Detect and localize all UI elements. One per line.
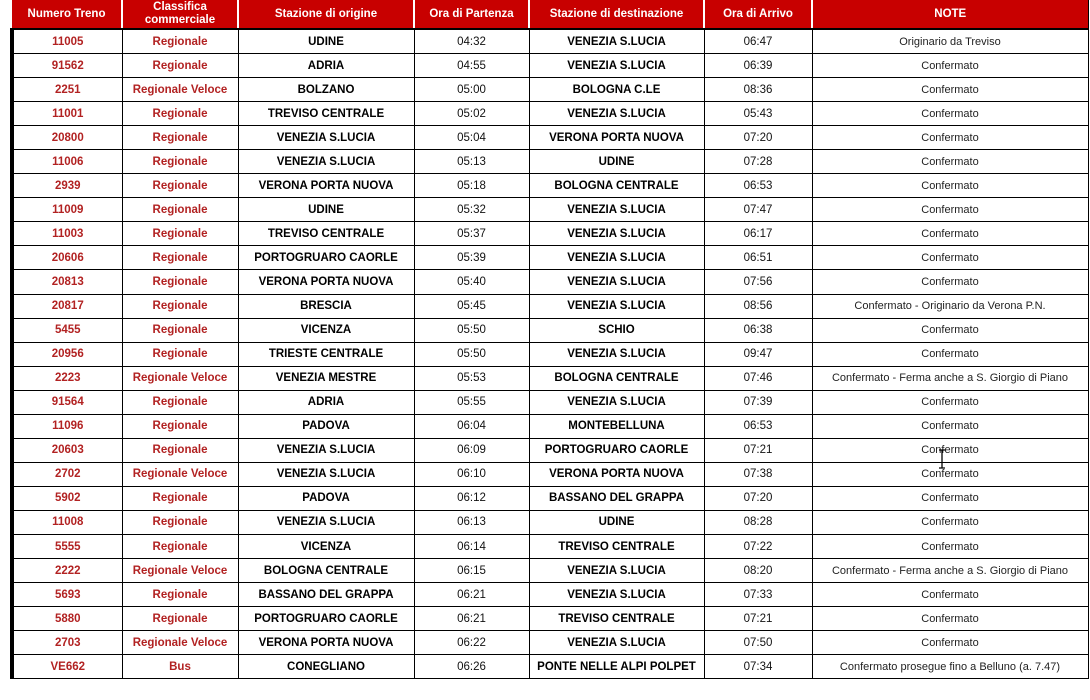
table-row [12,126,1088,150]
departure-time-cell: 06:15 [414,559,529,583]
origin-station-cell: BASSANO DEL GRAPPA [238,583,414,607]
origin-station-cell: ADRIA [238,390,414,414]
arrival-time-cell: 07:20 [704,126,812,150]
note-cell: Confermato [812,438,1088,462]
train-number-cell: 11003 [12,222,122,246]
note-cell: Confermato [812,270,1088,294]
origin-station-cell: PADOVA [238,486,414,510]
destination-station-cell: VENEZIA S.LUCIA [529,198,704,222]
origin-station-cell: VERONA PORTA NUOVA [238,270,414,294]
destination-station-cell: VENEZIA S.LUCIA [529,390,704,414]
departure-time-cell: 05:39 [414,246,529,270]
origin-station-cell: PADOVA [238,414,414,438]
destination-station-cell: VENEZIA S.LUCIA [529,29,704,54]
note-cell: Confermato [812,462,1088,486]
note-cell: Confermato [812,150,1088,174]
departure-time-cell: 06:21 [414,583,529,607]
category-cell: Regionale [122,270,238,294]
table-row [12,510,1088,534]
arrival-time-cell: 05:43 [704,102,812,126]
train-rows [12,29,1088,679]
arrival-time-cell: 07:50 [704,631,812,655]
departure-time-cell: 06:22 [414,631,529,655]
table-row [12,462,1088,486]
category-cell: Regionale [122,390,238,414]
category-cell: Regionale [122,342,238,366]
train-number-cell: 20956 [12,342,122,366]
table-row [12,174,1088,198]
departure-time-cell: 05:02 [414,102,529,126]
origin-station-cell: VENEZIA S.LUCIA [238,462,414,486]
train-number-cell: 11006 [12,150,122,174]
arrival-time-cell: 07:39 [704,390,812,414]
destination-station-cell: VERONA PORTA NUOVA [529,126,704,150]
departure-time-cell: 06:26 [414,655,529,679]
note-cell: Confermato - Originario da Verona P.N. [812,294,1088,318]
train-number-cell: 2702 [12,462,122,486]
destination-station-cell: BASSANO DEL GRAPPA [529,486,704,510]
header-origine: Stazione di origine [238,0,414,29]
origin-station-cell: TRIESTE CENTRALE [238,342,414,366]
destination-station-cell: PONTE NELLE ALPI POLPET [529,655,704,679]
departure-time-cell: 05:53 [414,366,529,390]
origin-station-cell: BRESCIA [238,294,414,318]
header-destinazione: Stazione di destinazione [529,0,704,29]
arrival-time-cell: 08:56 [704,294,812,318]
train-number-cell: 5880 [12,607,122,631]
origin-station-cell: PORTOGRUARO CAORLE [238,607,414,631]
category-cell: Regionale Veloce [122,78,238,102]
arrival-time-cell: 06:51 [704,246,812,270]
table-row [12,78,1088,102]
departure-time-cell: 04:55 [414,54,529,78]
departure-time-cell: 06:13 [414,510,529,534]
note-cell: Confermato [812,534,1088,558]
arrival-time-cell: 06:17 [704,222,812,246]
note-cell: Confermato [812,126,1088,150]
header-classifica: Classifica commerciale [122,0,238,29]
note-cell: Confermato [812,631,1088,655]
table-row [12,102,1088,126]
departure-time-cell: 05:37 [414,222,529,246]
train-number-cell: 2251 [12,78,122,102]
train-number-cell: 5693 [12,583,122,607]
note-cell: Confermato [812,390,1088,414]
destination-station-cell: VENEZIA S.LUCIA [529,102,704,126]
category-cell: Regionale [122,607,238,631]
note-cell: Confermato prosegue fino a Belluno (a. 7.47) [812,655,1088,679]
category-cell: Regionale [122,54,238,78]
departure-time-cell: 06:21 [414,607,529,631]
train-timetable-table [10,0,1089,679]
arrival-time-cell: 06:47 [704,29,812,54]
arrival-time-cell: 08:20 [704,559,812,583]
table-row [12,534,1088,558]
table-row [12,222,1088,246]
table-row [12,29,1088,54]
note-cell: Confermato [812,198,1088,222]
departure-time-cell: 06:09 [414,438,529,462]
destination-station-cell: VENEZIA S.LUCIA [529,583,704,607]
category-cell: Regionale [122,583,238,607]
table-row [12,631,1088,655]
departure-time-cell: 05:45 [414,294,529,318]
table-row [12,54,1088,78]
category-cell: Regionale [122,126,238,150]
note-cell: Confermato [812,102,1088,126]
note-cell: Confermato [812,318,1088,342]
origin-station-cell: VICENZA [238,318,414,342]
category-cell: Regionale [122,318,238,342]
origin-station-cell: CONEGLIANO [238,655,414,679]
origin-station-cell: ADRIA [238,54,414,78]
train-number-cell: 2222 [12,559,122,583]
header-note: NOTE [812,0,1088,29]
train-number-cell: 20817 [12,294,122,318]
table-row [12,438,1088,462]
destination-station-cell: UDINE [529,510,704,534]
table-row [12,366,1088,390]
arrival-time-cell: 07:20 [704,486,812,510]
departure-time-cell: 05:00 [414,78,529,102]
destination-station-cell: VENEZIA S.LUCIA [529,270,704,294]
train-number-cell: 11001 [12,102,122,126]
arrival-time-cell: 07:22 [704,534,812,558]
category-cell: Regionale [122,294,238,318]
origin-station-cell: UDINE [238,198,414,222]
departure-time-cell: 06:12 [414,486,529,510]
category-cell: Regionale Veloce [122,462,238,486]
destination-station-cell: VERONA PORTA NUOVA [529,462,704,486]
train-number-cell: 11096 [12,414,122,438]
table-row [12,655,1088,679]
train-number-cell: 91564 [12,390,122,414]
category-cell: Regionale [122,198,238,222]
train-number-cell: 5902 [12,486,122,510]
origin-station-cell: VERONA PORTA NUOVA [238,174,414,198]
train-number-cell: 11009 [12,198,122,222]
category-cell: Regionale [122,246,238,270]
destination-station-cell: UDINE [529,150,704,174]
departure-time-cell: 04:32 [414,29,529,54]
train-number-cell: 20603 [12,438,122,462]
arrival-time-cell: 07:33 [704,583,812,607]
train-number-cell: 5455 [12,318,122,342]
departure-time-cell: 05:50 [414,318,529,342]
train-number-cell: 2703 [12,631,122,655]
origin-station-cell: UDINE [238,29,414,54]
destination-station-cell: VENEZIA S.LUCIA [529,559,704,583]
train-number-cell: 20813 [12,270,122,294]
category-cell: Regionale [122,102,238,126]
note-cell: Confermato [812,486,1088,510]
arrival-time-cell: 07:46 [704,366,812,390]
train-timetable [10,0,1089,679]
note-cell: Confermato [812,78,1088,102]
category-cell: Regionale [122,222,238,246]
train-number-cell: 20800 [12,126,122,150]
category-cell: Bus [122,655,238,679]
table-row [12,486,1088,510]
note-cell: Confermato [812,246,1088,270]
departure-time-cell: 06:10 [414,462,529,486]
arrival-time-cell: 07:56 [704,270,812,294]
destination-station-cell: BOLOGNA CENTRALE [529,174,704,198]
table-row [12,390,1088,414]
table-row [12,583,1088,607]
category-cell: Regionale [122,486,238,510]
table-row [12,559,1088,583]
table-row [12,318,1088,342]
destination-station-cell: VENEZIA S.LUCIA [529,294,704,318]
table-row [12,198,1088,222]
category-cell: Regionale [122,150,238,174]
note-cell: Confermato - Ferma anche a S. Giorgio di Piano [812,559,1088,583]
departure-time-cell: 05:32 [414,198,529,222]
departure-time-cell: 05:50 [414,342,529,366]
note-cell: Confermato [812,607,1088,631]
arrival-time-cell: 08:36 [704,78,812,102]
arrival-time-cell: 07:21 [704,438,812,462]
category-cell: Regionale Veloce [122,631,238,655]
destination-station-cell: BOLOGNA C.LE [529,78,704,102]
origin-station-cell: VENEZIA S.LUCIA [238,126,414,150]
arrival-time-cell: 07:38 [704,462,812,486]
table-header [12,0,1088,29]
header-row [12,0,1088,29]
departure-time-cell: 06:14 [414,534,529,558]
destination-station-cell: TREVISO CENTRALE [529,607,704,631]
note-cell: Confermato [812,54,1088,78]
category-cell: Regionale [122,510,238,534]
departure-time-cell: 06:04 [414,414,529,438]
arrival-time-cell: 07:47 [704,198,812,222]
destination-station-cell: VENEZIA S.LUCIA [529,631,704,655]
destination-station-cell: VENEZIA S.LUCIA [529,342,704,366]
origin-station-cell: VENEZIA S.LUCIA [238,438,414,462]
train-number-cell: 20606 [12,246,122,270]
arrival-time-cell: 09:47 [704,342,812,366]
category-cell: Regionale Veloce [122,559,238,583]
note-cell: Confermato [812,510,1088,534]
departure-time-cell: 05:18 [414,174,529,198]
destination-station-cell: VENEZIA S.LUCIA [529,54,704,78]
origin-station-cell: VENEZIA S.LUCIA [238,510,414,534]
origin-station-cell: TREVISO CENTRALE [238,102,414,126]
category-cell: Regionale [122,29,238,54]
table-row [12,294,1088,318]
train-number-cell: VE662 [12,655,122,679]
table-row [12,342,1088,366]
destination-station-cell: BOLOGNA CENTRALE [529,366,704,390]
table-row [12,607,1088,631]
destination-station-cell: VENEZIA S.LUCIA [529,222,704,246]
header-partenza: Ora di Partenza [414,0,529,29]
category-cell: Regionale [122,438,238,462]
arrival-time-cell: 06:53 [704,174,812,198]
destination-station-cell: MONTEBELLUNA [529,414,704,438]
note-cell: Confermato - Ferma anche a S. Giorgio di Piano [812,366,1088,390]
departure-time-cell: 05:40 [414,270,529,294]
header-arrivo: Ora di Arrivo [704,0,812,29]
origin-station-cell: BOLOGNA CENTRALE [238,559,414,583]
train-number-cell: 2939 [12,174,122,198]
table-row [12,414,1088,438]
origin-station-cell: VICENZA [238,534,414,558]
arrival-time-cell: 08:28 [704,510,812,534]
train-number-cell: 5555 [12,534,122,558]
arrival-time-cell: 07:34 [704,655,812,679]
origin-station-cell: VERONA PORTA NUOVA [238,631,414,655]
origin-station-cell: BOLZANO [238,78,414,102]
arrival-time-cell: 06:39 [704,54,812,78]
note-cell: Confermato [812,583,1088,607]
train-number-cell: 11008 [12,510,122,534]
departure-time-cell: 05:04 [414,126,529,150]
table-row [12,246,1088,270]
destination-station-cell: VENEZIA S.LUCIA [529,246,704,270]
category-cell: Regionale Veloce [122,366,238,390]
arrival-time-cell: 07:28 [704,150,812,174]
table-row [12,150,1088,174]
destination-station-cell: TREVISO CENTRALE [529,534,704,558]
note-cell: Confermato [812,414,1088,438]
departure-time-cell: 05:55 [414,390,529,414]
train-number-cell: 11005 [12,29,122,54]
header-numero-treno: Numero Treno [12,0,122,29]
train-number-cell: 91562 [12,54,122,78]
note-cell: Confermato [812,174,1088,198]
origin-station-cell: VENEZIA S.LUCIA [238,150,414,174]
arrival-time-cell: 06:38 [704,318,812,342]
origin-station-cell: VENEZIA MESTRE [238,366,414,390]
origin-station-cell: TREVISO CENTRALE [238,222,414,246]
note-cell: Originario da Treviso [812,29,1088,54]
category-cell: Regionale [122,174,238,198]
departure-time-cell: 05:13 [414,150,529,174]
note-cell: Confermato [812,342,1088,366]
destination-station-cell: SCHIO [529,318,704,342]
origin-station-cell: PORTOGRUARO CAORLE [238,246,414,270]
arrival-time-cell: 07:21 [704,607,812,631]
category-cell: Regionale [122,414,238,438]
destination-station-cell: PORTOGRUARO CAORLE [529,438,704,462]
note-cell: Confermato [812,222,1088,246]
category-cell: Regionale [122,534,238,558]
table-row [12,270,1088,294]
train-number-cell: 2223 [12,366,122,390]
arrival-time-cell: 06:53 [704,414,812,438]
